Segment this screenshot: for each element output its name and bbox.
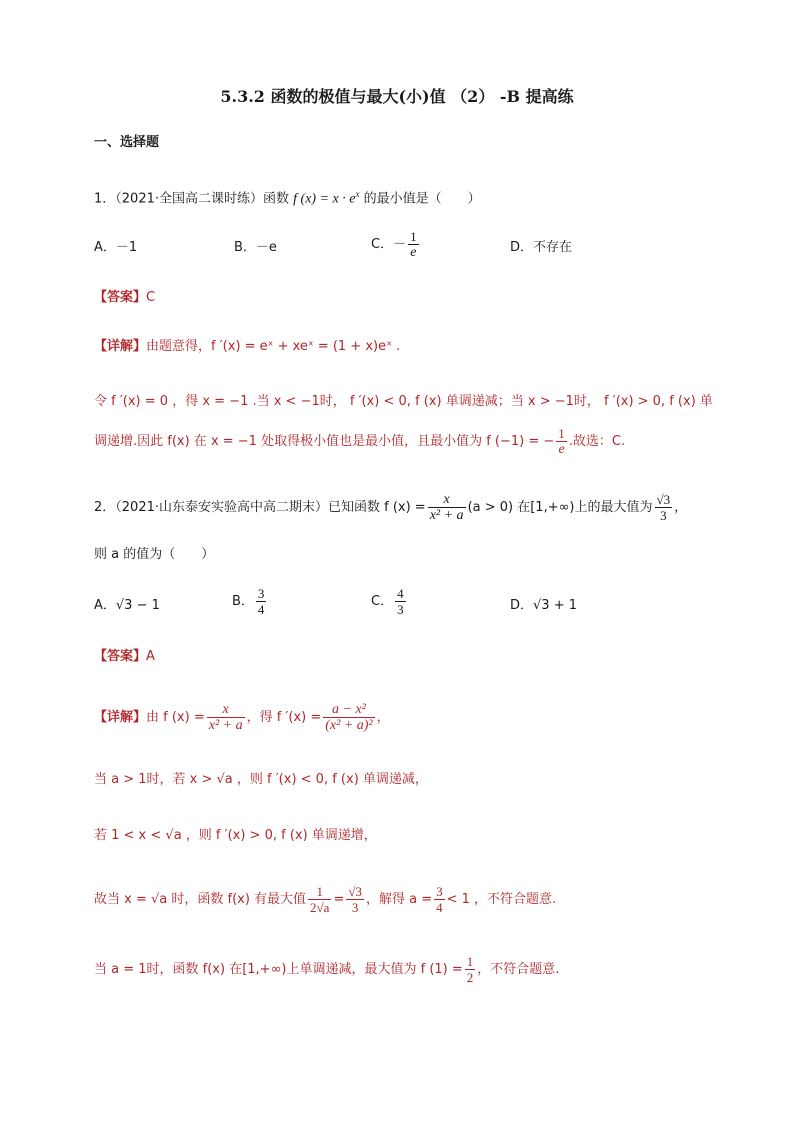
detail-text-part: ，不符合题意.: [477, 962, 560, 977]
q1-option-c: [371, 229, 421, 260]
fraction-denominator: 4: [436, 900, 443, 915]
q1-source: 1．（2021·全国高二课时练）函数: [94, 191, 289, 207]
answer-label: 【答案】: [94, 649, 147, 664]
fraction-denominator: 3: [660, 508, 667, 523]
fraction-numerator: √3: [348, 884, 362, 899]
fraction-numerator: 4: [397, 586, 404, 601]
q2-option-c: [371, 586, 408, 617]
fraction-denominator: e: [410, 245, 417, 260]
q2-detail-line-3: 若 1 < x < √a ，则 f ′(x) > 0, f (x) 单调递增，: [94, 828, 377, 843]
q2-detail-line-1: [94, 702, 390, 733]
page-title: 5.3.2 函数的极值与最大(小)值 （2） -B 提高练: [220, 87, 574, 106]
q1-option-a: A．－1: [94, 240, 138, 255]
q2-stem-fraction-2: [655, 492, 673, 523]
fraction-denominator: 3: [397, 602, 404, 617]
q2-detail-fraction-6: [465, 954, 476, 985]
fraction-numerator: x: [207, 702, 245, 718]
q1-answer: [94, 289, 155, 307]
fraction-numerator: 1: [410, 229, 417, 244]
question-2-stem-line-2: 则 a 的值为（ ）: [94, 547, 215, 562]
detail-text-part: < 1 ，不符合题意.: [446, 892, 557, 907]
q1-detail-line-1: [94, 338, 400, 356]
detail-text-part: .故选：C.: [568, 434, 626, 449]
detail-label: 【详解】: [94, 339, 147, 354]
q1-option-c-fraction: [408, 229, 419, 260]
fraction-numerator: √3: [656, 492, 671, 507]
fraction-numerator: a − x²: [323, 702, 374, 718]
q1-option-d: D．不存在: [510, 240, 573, 255]
answer-value: A: [146, 649, 155, 664]
q1-formula-sup: x: [355, 189, 360, 199]
q2-option-a: A．√3 − 1: [94, 598, 160, 613]
detail-text-part: 由 f (x) =: [146, 710, 205, 725]
q2-detail-fraction-1: [207, 702, 245, 733]
fraction-denominator: 3: [351, 900, 359, 915]
detail-text-part: 调递增.因此 f(x) 在 x = −1 处取得极小值也是最小值，且最小值为 f (−1) = −: [94, 434, 555, 449]
detail-text-part: ，: [376, 710, 390, 725]
q1-option-b: B．－e: [234, 240, 277, 255]
section-heading: 一、选择题: [94, 135, 160, 150]
q2-stem-end: ，: [674, 500, 688, 515]
detail-text: 由题意得，f ′(x) = eˣ + xeˣ = (1 + x)eˣ .: [146, 339, 401, 354]
detail-label: 【详解】: [94, 710, 147, 725]
detail-text-part: ，得 f ′(x) =: [246, 710, 322, 725]
q2-source: 2．（2021·山东泰安实验高中高二期末）已知函数 f (x) =: [94, 500, 426, 515]
answer-label: 【答案】: [94, 290, 147, 305]
fraction-denominator: x² + a: [429, 508, 464, 523]
q2-option-b-label: B．: [232, 594, 254, 609]
q2-detail-line-4: [94, 884, 556, 915]
answer-value: C: [146, 290, 156, 305]
fraction-numerator: 3: [257, 586, 265, 601]
q2-detail-fraction-2: [323, 702, 374, 733]
q2-answer: [94, 648, 155, 666]
detail-text-part: 故当 x = √a 时，函数 f(x) 有最大值: [94, 892, 307, 907]
fraction-denominator: (x² + a)²: [325, 718, 373, 733]
q2-detail-fraction-4: [346, 884, 364, 915]
fraction-denominator: x² + a: [208, 718, 243, 733]
detail-text-part: ，解得 a =: [366, 892, 433, 907]
fraction-numerator: 1: [308, 884, 331, 900]
fraction-numerator: 1: [558, 426, 565, 441]
fraction-denominator: 2: [466, 970, 474, 985]
q2-detail-line-5: [94, 954, 559, 985]
q1-stem-end: 的最小值是（ ）: [363, 191, 481, 207]
fraction-numerator: 3: [436, 884, 443, 899]
q1-detail-line-3: [94, 426, 625, 457]
q2-detail-fraction-5: [434, 884, 445, 915]
q2-detail-fraction-3: [308, 884, 331, 915]
fraction-numerator: x: [428, 492, 466, 508]
detail-text-part: 当 a = 1时，函数 f(x) 在[1,+∞)上单调递减，最大值为 f (1) =: [94, 962, 463, 977]
q2-option-c-fraction: [395, 586, 406, 617]
q2-detail-line-2: 当 a > 1时，若 x > √a ，则 f ′(x) < 0, f (x) 单调递减，: [94, 772, 428, 787]
question-2-stem: [94, 492, 687, 523]
q2-option-c-label: C．: [371, 594, 394, 609]
q1-detail-line-2: 令 f ′(x) = 0 ，得 x = −1 .当 x < −1时， f ′(x) < 0, f (x) 单调递减；当 x > −1时， f ′(x) > 0, f (x) 单: [94, 394, 713, 409]
fraction-denominator: e: [558, 442, 565, 457]
q1-option-c-label: C．－: [371, 237, 407, 252]
q1-formula: f (x) = x · e: [293, 191, 356, 207]
q2-stem-mid: (a > 0) 在[1,+∞)上的最大值为: [467, 500, 653, 515]
fraction-denominator: 4: [257, 602, 265, 617]
question-1-stem: [94, 185, 481, 208]
q2-stem-fraction: [428, 492, 466, 523]
q2-option-b: [232, 586, 268, 617]
q2-option-b-fraction: [256, 586, 267, 617]
detail-text-part: =: [333, 892, 345, 907]
fraction-numerator: 1: [466, 954, 474, 969]
q2-option-d: D．√3 + 1: [510, 598, 577, 613]
fraction-denominator: 2√a: [310, 900, 330, 915]
q1-detail-fraction: [556, 426, 567, 457]
